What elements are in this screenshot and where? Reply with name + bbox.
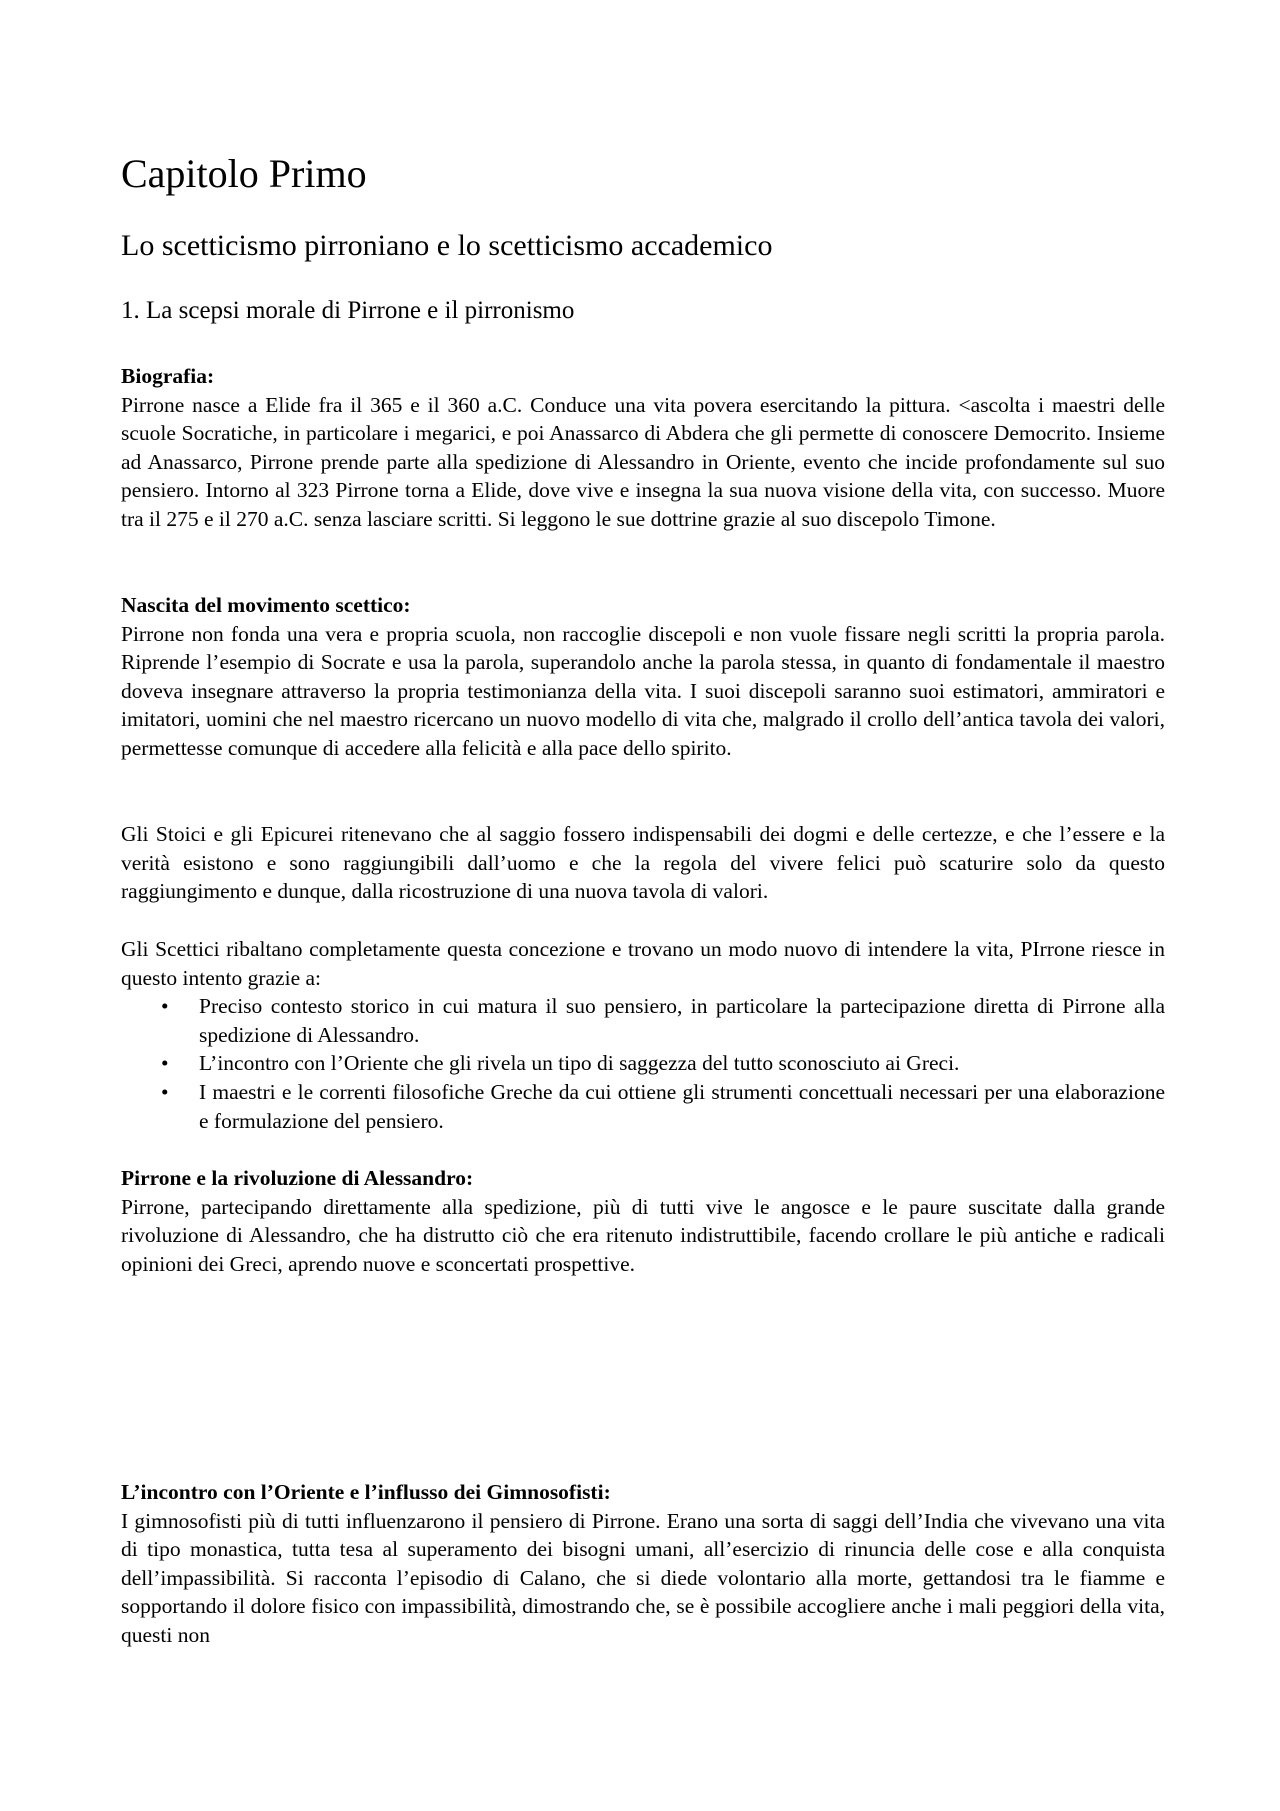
nascita-heading: Nascita del movimento scettico:: [121, 593, 411, 617]
chapter-subtitle: Lo scetticismo pirroniano e lo scetticismo accademico: [121, 229, 773, 262]
scettici-section: [121, 935, 1165, 1135]
oriente-section: [121, 1478, 1165, 1650]
list-item-text: I maestri e le correnti filosofiche Greche da cui ottiene gli strumenti concettuali necessari per una elaborazione e formulazione del pensiero.: [199, 1079, 1165, 1133]
section-title: 1. La scepsi morale di Pirrone e il pirronismo: [121, 297, 575, 324]
list-item-text: Preciso contesto storico in cui matura il suo pensiero, in particolare la partecipazione diretta di Pirrone alla spedizione di Alessandro.: [199, 994, 1165, 1047]
biografia-heading: Biografia:: [121, 364, 215, 388]
rivoluzione-paragraph: Pirrone, partecipando direttamente alla spedizione, più di tutti vive le angosce e le paure suscitate dalla grande rivoluzione di Alessandro, che ha distrutto ciò che era ritenuto indistruttibile, facendo crollare le più antiche e radicali opinioni dei Greci, aprendo nuove e sconcertati prospettive.: [121, 1194, 1165, 1276]
list-item: [121, 1049, 1165, 1078]
bullet-icon: •: [161, 1051, 169, 1076]
scettici-paragraph: Gli Scettici ribaltano completamente questa concezione e trovano un modo nuovo di intendere la vita, PIrrone riesce in questo intento grazie a:: [121, 937, 1165, 990]
list-item: [121, 1078, 1165, 1135]
biografia-paragraph: Pirrone nasce a Elide fra il 365 e il 360 a.C. Conduce una vita povera esercitando la pittura. <ascolta i maestri delle scuole Socratiche, in particolare i megarici, e poi Anassarco di Abdera che gli permette di conoscere Democrito. Insieme ad Anassarco, Pirrone prende parte alla spedizione di Alessandro in Oriente, evento che incide profondamente sul suo pensiero. Intorno al 323 Pirrone torna a Elide, dove vive e insegna la sua nuova visione della vita, con successo. Muore tra il 275 e il 270 a.C. senza lasciare scritti. Si leggono le sue dottrine grazie al suo discepolo Timone.: [121, 392, 1165, 531]
rivoluzione-section: [121, 1164, 1165, 1278]
oriente-paragraph: I gimnosofisti più di tutti influenzarono il pensiero di Pirrone. Erano una sorta di saggi dell’India che vivevano una vita di tipo monastica, tutta tesa al superamento dei bisogni umani, all’esercizio di rinuncia delle cose e alla conquista dell’impassibilità. Si racconta l’episodio di Calano, che si diede volontario alla morte, gettandosi tra le fiamme e sopportando il dolore fisico con impassibilità, dimostrando che, se è possibile accogliere anche i mali peggiori della vita, questi non: [121, 1508, 1165, 1647]
list-item: [121, 992, 1165, 1049]
nascita-section: [121, 591, 1165, 763]
rivoluzione-heading: Pirrone e la rivoluzione di Alessandro:: [121, 1166, 474, 1190]
list-item-text: L’incontro con l’Oriente che gli rivela un tipo di saggezza del tutto sconosciuto ai Greci.: [199, 1051, 960, 1076]
bullet-icon: •: [161, 994, 169, 1019]
biografia-section: [121, 362, 1165, 534]
bullet-icon: •: [161, 1079, 169, 1104]
oriente-heading: L’incontro con l’Oriente e l’influsso dei Gimnosofisti:: [121, 1480, 611, 1504]
chapter-title: Capitolo Primo: [121, 151, 367, 196]
scettici-bullet-list: [121, 992, 1165, 1135]
stoici-section: [121, 820, 1165, 906]
nascita-paragraph: Pirrone non fonda una vera e propria scuola, non raccoglie discepoli e non vuole fissare negli scritti la propria parola. Riprende l’esempio di Socrate e usa la parola, superandolo anche la parola stessa, in quanto di fondamentale il maestro doveva insegnare attraverso la propria testimonianza della vita. I suoi discepoli saranno suoi estimatori, ammiratori e imitatori, uomini che nel maestro ricercano un nuovo modello di vita che, malgrado il crollo dell’antica tavola dei valori, permettesse comunque di accedere alla felicità e alla pace dello spirito.: [121, 621, 1165, 760]
stoici-paragraph: Gli Stoici e gli Epicurei ritenevano che al saggio fossero indispensabili dei dogmi e delle certezze, e che l’essere e la verità esistono e sono raggiungibili dall’uomo e che la regola del vivere felici può scaturire solo da questo raggiungimento e dunque, dalla ricostruzione di una nuova tavola di valori.: [121, 822, 1165, 904]
